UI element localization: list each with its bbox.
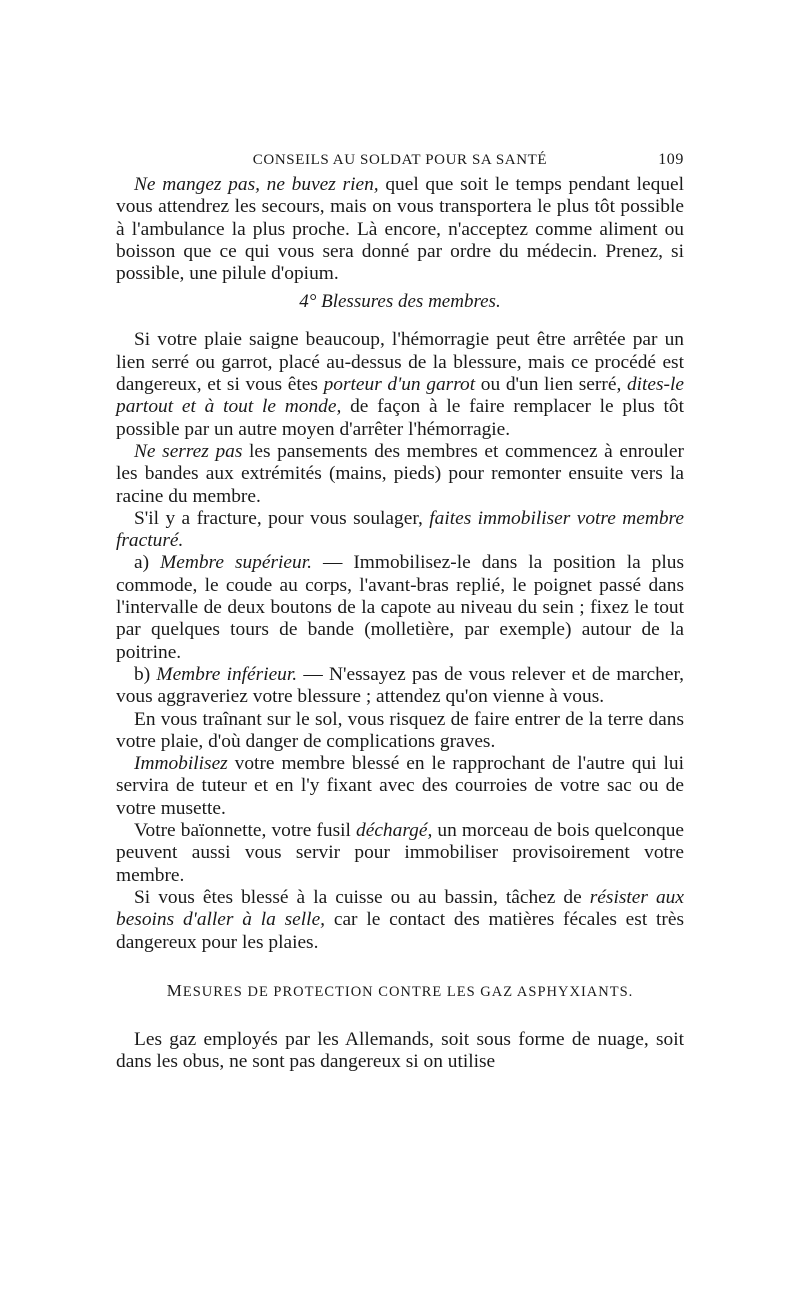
paragraph-dragging	[116, 709, 684, 754]
text-run: b)	[134, 663, 157, 685]
italic-phrase: déchargé,	[356, 820, 433, 842]
paragraph-gas	[116, 1029, 684, 1074]
running-head	[116, 148, 684, 174]
paragraph-bandages	[116, 441, 684, 508]
section-title-rest: ESURES DE PROTECTION CONTRE LES GAZ ASPHYXIANTS.	[182, 983, 634, 1000]
italic-phrase: Ne serrez pas	[134, 440, 243, 462]
italic-phrase: faites immobiliser votre membre fracturé.	[116, 507, 684, 552]
subheading-limb-wounds: 4° Blessures des membres.	[299, 291, 501, 313]
running-title: CONSEILS AU SOLDAT POUR SA SANTÉ	[252, 152, 548, 168]
italic-phrase: résister aux besoins d'aller à la selle,	[116, 886, 684, 931]
text-run: Votre baïonnette, votre fusil	[134, 820, 357, 842]
page-number: 109	[658, 151, 684, 168]
text-run: quel que soit le temps pendant lequel vous attendrez les secours, mais on vous transportera le plus tôt possible à l'ambulance la plus proche. Là encore, n'acceptez comme aliment ou boisson que ce qui vous sera donné par ordre du médecin. Prenez, si possible, une pilule d'opium.	[116, 174, 685, 285]
text-run: les pansements des membres et commencez à enrouler les bandes aux extrémités (mains, pieds) pour remonter ensuite vers la racine du membre.	[116, 440, 684, 507]
italic-phrase: porteur d'un garrot	[323, 374, 476, 396]
paragraph-thigh	[116, 887, 684, 954]
text-run: un morceau de bois quelconque peuvent aussi vous servir pour immobiliser provisoirement votre membre.	[116, 820, 684, 886]
paragraph-no-food	[116, 174, 684, 285]
text-run: S'il y a fracture, pour vous soulager,	[134, 507, 430, 529]
paragraph-immobilize	[116, 753, 684, 820]
italic-phrase: Ne mangez pas, ne buvez rien,	[134, 174, 379, 195]
text-run: Si vous êtes blessé à la cuisse ou au bassin, tâchez de	[134, 886, 590, 908]
text-run: a)	[134, 552, 161, 574]
section-title-gas	[116, 982, 684, 1001]
text-run: — Immobilisez-le dans la position la plus commode, le coude au corps, l'avant-bras replié, le poignet passé dans l'intervalle de deux boutons de la capote au niveau du sein ; fixez le tout par quelques tours de bande (molletière, par exemple) autour de la poitrine.	[116, 552, 684, 663]
text-run: car le contact des matières fécales est très dangereux pour les plaies.	[116, 909, 685, 953]
text-run: Les gaz employés par les Allemands, soit sous forme de nuage, soit dans les obus, ne sont pas dangereux si on utilise	[116, 1028, 684, 1073]
italic-phrase: Membre supérieur.	[160, 552, 312, 574]
section-title-initial: M	[166, 980, 183, 1000]
italic-phrase: Immobilisez	[134, 753, 228, 775]
paragraph-lower-limb	[116, 664, 684, 709]
italic-phrase: dites-le partout et à tout le monde,	[116, 374, 685, 418]
text-run: En vous traînant sur le sol, vous risquez de faire entrer de la terre dans votre plaie, d'où danger de complications graves.	[116, 708, 684, 752]
paragraph-bayonet	[116, 820, 684, 887]
text-run: de façon à le faire remplacer le plus tôt possible par un autre moyen d'arrêter l'hémorragie.	[116, 396, 684, 440]
paragraph-fracture	[116, 508, 684, 553]
text-run: Si votre plaie saigne beaucoup, l'hémorragie peut être arrêtée par un lien serré ou garrot, placé au-dessus de la blessure, mais ce procédé est dangereux, et si vous êtes	[116, 329, 684, 396]
text-run: — N'essayez pas de vous relever et de marcher, vous aggraveriez votre blessure ; attendez qu'on vienne à vous.	[116, 663, 684, 708]
text-run: ou d'un lien serré,	[475, 374, 627, 396]
paragraph-hemorrhage	[116, 329, 684, 440]
text-run: votre membre blessé en le rapprochant de l'autre qui lui servira de tuteur et en l'y fixant avec des courroies de votre sac ou de votre musette.	[116, 753, 684, 819]
paragraph-upper-limb	[116, 552, 684, 663]
book-page	[116, 148, 684, 1073]
italic-phrase: Membre inférieur.	[156, 663, 298, 685]
